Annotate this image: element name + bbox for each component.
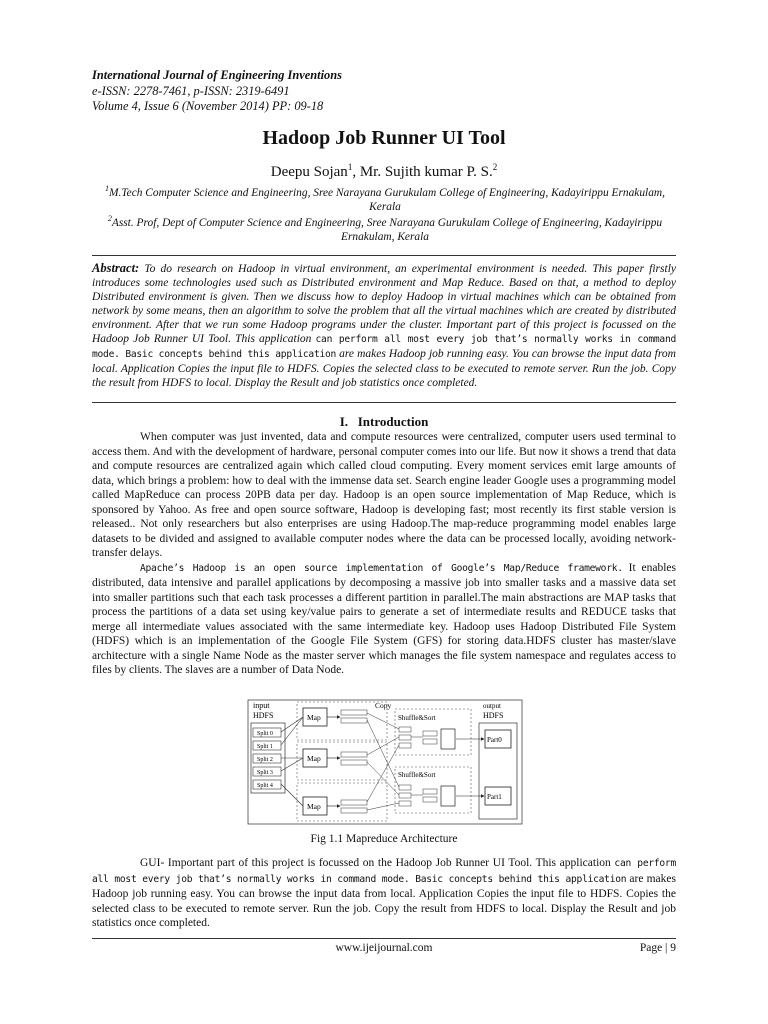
- section-number: I.: [339, 414, 348, 429]
- affiliation-2-sup: 2: [107, 214, 112, 223]
- paragraph-3-text-a: GUI- Important part of this project is focussed on the Hadoop Job Runner UI Tool. This application: [140, 857, 615, 869]
- abstract-bottom-rule: [92, 402, 676, 403]
- paragraph-2-text: It enables distributed, data intensive and parallel applications by decomposing a massive job into smaller tasks and a massive data set into smaller partitions such that each task processes a different partition in parallel.The main abstractions are MAP tasks that process the partitions of a data set using key/value pairs to generate a set of intermediate results and REDUCE tasks that merge all intermediate values associated with the same intermediate key. Hadoop uses Hadoop Distributed File System (HDFS) which is an implementation of the Google File System (GFS) for storing data.HDFS cluster has master/slave architecture with a single Name Node as the master server which manages the file system namespace and regulates access to files by clients. The slaves are a number of Data Node.: [92, 561, 676, 676]
- affiliation-2-text: Asst. Prof, Dept of Computer Science and Engineering, Sree Narayana Gurukulam College of Engineering, Kadayirippu Ernakulam, Kerala: [111, 216, 663, 243]
- paper-title: Hadoop Job Runner UI Tool: [262, 127, 506, 149]
- affiliation-2: [95, 212, 675, 244]
- author-1: Deepu Sojan: [270, 164, 348, 180]
- abstract-text-1: To do research on Hadoop in virtual environment, an experimental environment is needed. This paper firstly introduces some technologies used such as Distributed environment and Map Reduce. Based on that, a method to deploy Distributed environment is given. Then we discuss how to deploy Hadoop in virtual machines which can be obtained from network by some means, then an algorithm to solve the problem that all the virtual machines which are created by distributed environment. After that we run some Hadoop programs under the cluster. Important part of this project is focussed on the Hadoop Job Runner UI Tool. This application: [92, 263, 676, 345]
- intro-body: [92, 430, 676, 678]
- reduce-box-1: [441, 729, 455, 749]
- journal-url: www.ijeijournal.com: [335, 942, 433, 954]
- abstract-text-2: are makes Hadoop job running easy. You can browse the input data from local. Application Copies the input file to HDFS. Copies the selected class to be executed to remote server. Run the job. Copy the result from HDFS to local. Display the Result and job statistics once completed.: [92, 348, 676, 389]
- abstract-text-mono: can perform all most every job that’s normally works in command mode. Basic concepts behind this application: [92, 334, 676, 360]
- abstract-label: Abstract:: [92, 261, 140, 275]
- paragraph-2-mono: Apache’s Hadoop is an open source implementation of Google’s Map/Reduce framework.: [140, 562, 623, 574]
- split-2-label: Split 2: [257, 757, 273, 763]
- footer-rule: [92, 938, 676, 939]
- split-3-label: Split 3: [257, 770, 273, 776]
- diagram-border: [248, 700, 522, 824]
- paragraph-2: [92, 561, 676, 678]
- journal-header: [92, 68, 342, 115]
- section-heading: [0, 414, 768, 430]
- shuffle-label-1: Shuffle&Sort: [398, 714, 436, 722]
- mapreduce-diagram: [247, 699, 523, 825]
- shuffle-label-2: Shuffle&Sort: [398, 771, 436, 779]
- author-line: [0, 162, 768, 181]
- paragraph-1: When computer was just invented, data and compute resources were centralized, computer users used terminal to access them. And with the development of hardware, personal computer comes into our life. But now it shows a trend that data and compute resources are centralized again which called cloud computing. Every moment services emit large amounts of data, which brings a problem: how to deal with the immense data set. Search engine leader Google uses a programming model called MapReduce can process 20PB data per day. Hadoop is an open source implementation of Map Reduce, which is sponsored by Yahoo. As free and open source software, Hadoop is developing fast; most recently its first stable version is released.. Not only researchers but also enterprises are using Hadoop.The map-reduce programming model enables large datasets to be divided and assigned to available computer nodes where the data can be processed locally, avoiding network-transfer delays.: [92, 431, 676, 559]
- output-label: output: [483, 702, 501, 710]
- paragraph-3: [92, 856, 676, 931]
- split-4-label: Split 4: [257, 783, 273, 789]
- copy-label: Copy: [375, 701, 392, 710]
- part-0-label: Part0: [487, 736, 502, 744]
- author-2: Mr. Sujith kumar P. S.: [359, 164, 493, 180]
- reduce-box-2: [441, 786, 455, 806]
- page-number: Page | 9: [639, 942, 676, 954]
- input-label: input: [253, 701, 270, 710]
- affiliation-1-text: M.Tech Computer Science and Engineering, Sree Narayana Gurukulam College of Engineering, Kadayirippu Ernakulam, Kerala: [109, 186, 665, 213]
- map-label-2: Map: [307, 754, 321, 763]
- map-label-1: Map: [307, 713, 321, 722]
- abstract: [92, 261, 676, 390]
- figure-caption: Fig 1.1 Mapreduce Architecture: [310, 833, 458, 845]
- journal-issn: e-ISSN: 2278-7461, p-ISSN: 2319-6491: [92, 83, 290, 98]
- output-hdfs-label: HDFS: [483, 711, 504, 720]
- author-separator: ,: [352, 164, 360, 180]
- split-1-label: Split 1: [257, 744, 273, 750]
- journal-name: International Journal of Engineering Inventions: [92, 68, 342, 82]
- author-1-sup: 1: [347, 162, 353, 172]
- affiliation-1-sup: 1: [105, 184, 110, 193]
- gui-paragraph-block: [92, 856, 676, 931]
- author-2-sup: 2: [492, 162, 498, 172]
- split-0-label: Split 0: [257, 731, 273, 737]
- journal-volume: Volume 4, Issue 6 (November 2014) PP: 09-18: [92, 99, 324, 113]
- map-label-3: Map: [307, 802, 321, 811]
- input-hdfs-label: HDFS: [253, 711, 274, 720]
- affiliation-1: [95, 182, 675, 214]
- paragraph-3-mono: can perform all most every job that’s normally works in command mode. Basic concepts behind this application: [92, 858, 676, 885]
- paragraph-3-text-b: are makes Hadoop job running easy. You can browse the input data from local. Application Copies the input file to HDFS. Copies the selected class to be executed to remote server. Run the job. Copy the result from HDFS to local. Display the Result and job statistics once completed.: [92, 872, 676, 929]
- part-1-label: Part1: [487, 793, 502, 801]
- section-title: Introduction: [357, 414, 429, 429]
- abstract-top-rule: [92, 255, 676, 256]
